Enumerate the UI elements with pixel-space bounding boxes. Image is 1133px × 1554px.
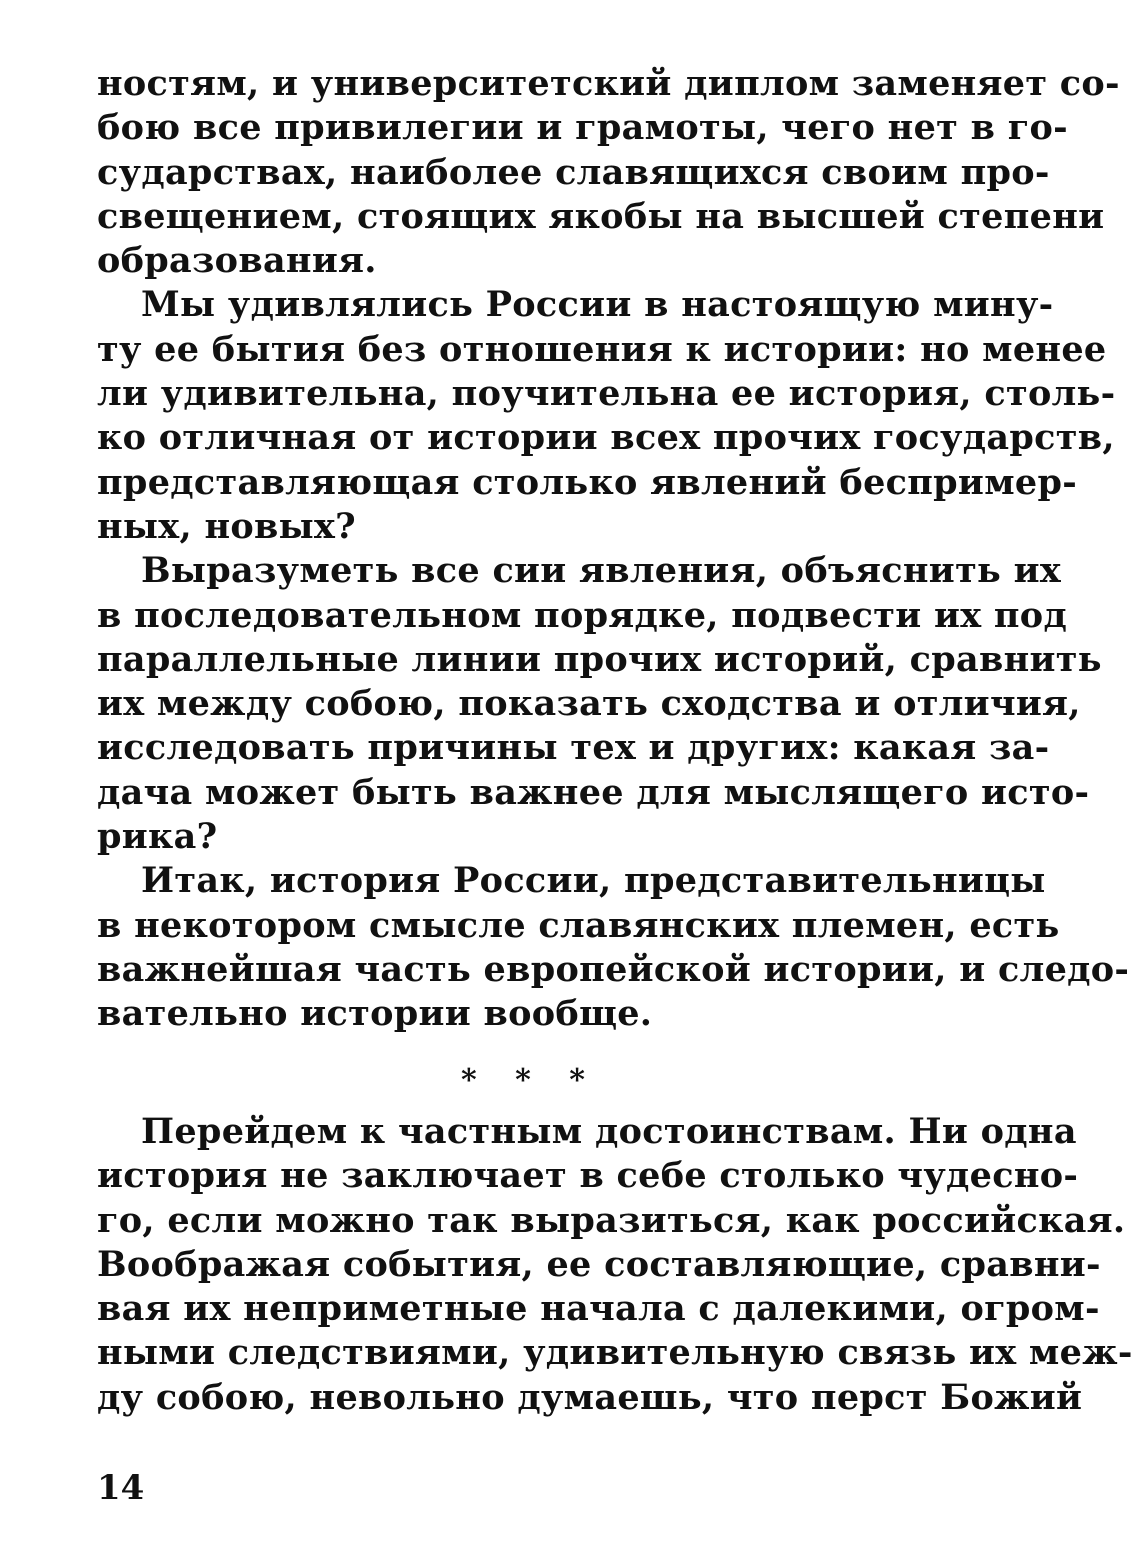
text-line: важнейшая часть европейской истории, и следо-: [97, 948, 1130, 990]
text-line: ту ее бытия без отношения к истории: но менее: [97, 328, 1107, 370]
section-separator: * * *: [461, 1063, 599, 1098]
text-line: свещением, стоящих якобы на высшей степени: [97, 195, 1105, 237]
text-line: в некотором смысле славянских племен, есть: [97, 904, 1060, 946]
text-line: ными следствиями, удивительную связь их меж-: [97, 1332, 1133, 1374]
text-block-bottom: [97, 1110, 1133, 1420]
text-line: Воображая события, ее составляющие, сравни-: [97, 1243, 1101, 1285]
text-line: вательно истории вообще.: [97, 993, 653, 1035]
text-line: ностям, и университетский диплом заменяет со-: [97, 63, 1120, 104]
text-line: дача может быть важнее для мыслящего исто-: [97, 771, 1090, 813]
text-line: го, если можно так выразиться, как российская.: [97, 1199, 1126, 1241]
text-line: сударствах, наиболее славящихся своим про-: [97, 151, 1050, 193]
text-line: бою все привилегии и грамоты, чего нет в го-: [97, 107, 1068, 149]
text-line: Перейдем к частным достоинствам. Ни одна: [141, 1111, 1077, 1152]
text-line: образования.: [97, 240, 377, 282]
text-line: параллельные линии прочих историй, сравнить: [97, 638, 1102, 680]
text-line: исследовать причины тех и других: какая за-: [97, 727, 1050, 769]
text-line: история не заключает в себе столько чудесно-: [97, 1155, 1079, 1197]
text-line: вая их неприметные начала с далекими, огром-: [97, 1288, 1100, 1330]
text-block-top: [97, 62, 1130, 1037]
text-line: представляющая столько явлений беспример-: [97, 461, 1078, 503]
text-line: Выразуметь все сии явления, объяснить их: [141, 550, 1062, 592]
text-line: ко отличная от истории всех прочих государств,: [97, 417, 1115, 459]
text-line: их между собою, показать сходства и отличия,: [97, 683, 1081, 725]
text-line: в последовательном порядке, подвести их под: [97, 594, 1068, 636]
text-line: ных, новых?: [97, 505, 356, 547]
text-line: ду собою, невольно думаешь, что перст Божий: [97, 1376, 1083, 1418]
text-line: рика?: [97, 816, 218, 858]
text-line: Итак, история России, представительницы: [141, 860, 1046, 902]
page-number: 14: [97, 1468, 145, 1508]
text-line: ли удивительна, поучительна ее история, столь-: [97, 373, 1116, 415]
text-line: Мы удивлялись России в настоящую мину-: [141, 284, 1054, 326]
